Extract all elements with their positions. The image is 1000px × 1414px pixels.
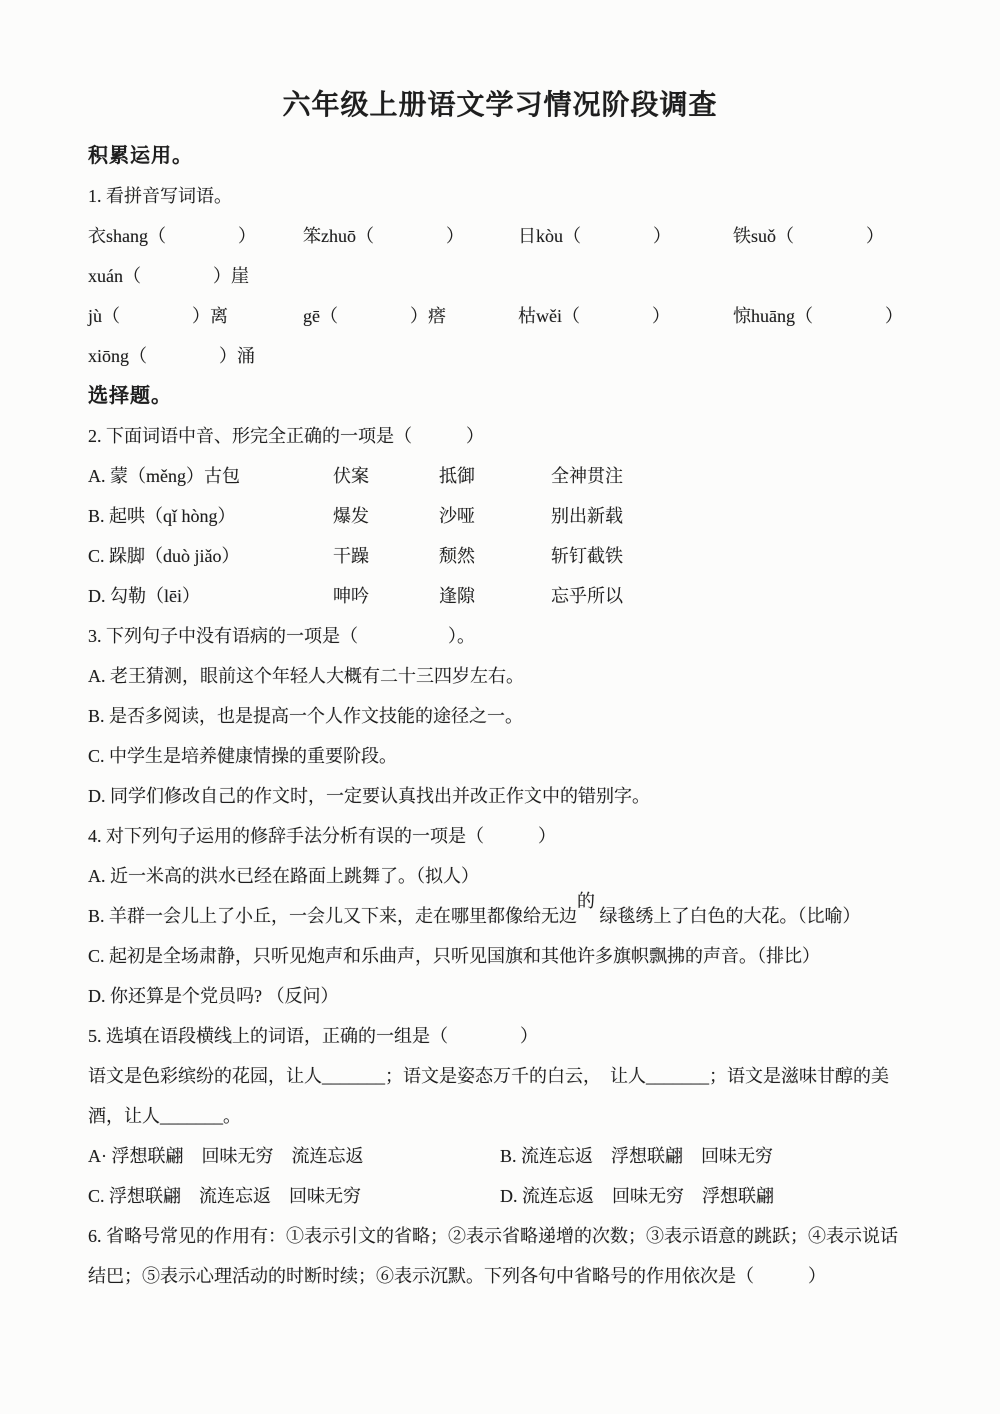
question-4-option-d: D. 你还算是个党员吗? （反问）	[88, 986, 339, 1006]
pinyin-item: 铁suǒ（ ）	[733, 226, 885, 246]
question-5-stem: 5. 选填在语段横线上的词语，正确的一组是（ ）	[88, 1026, 538, 1046]
pinyin-item: 衣shang（ ）	[88, 226, 256, 246]
option-word: 逢隙	[439, 586, 475, 606]
option-word: 全神贯注	[551, 466, 623, 486]
option-label-words: B. 起哄（qǐ hòng）	[88, 506, 236, 526]
option-word: 干躁	[333, 546, 369, 566]
pinyin-row-3	[88, 296, 912, 336]
raised-de-character: 的	[577, 890, 596, 911]
option-word: 呻吟	[333, 586, 369, 606]
question-4-stem: 4. 对下列句子运用的修辞手法分析有误的一项是（ ）	[88, 826, 556, 846]
option-word: 颓然	[439, 546, 475, 566]
option-label-words: D. 勾勒（lēi）	[88, 586, 200, 606]
option-word: 忘乎所以	[551, 586, 623, 606]
question-5-options-row-2	[88, 1176, 912, 1216]
question-3-option-c: C. 中学生是培养健康情操的重要阶段。	[88, 746, 398, 766]
pinyin-item: 笨zhuō（ ）	[303, 226, 464, 246]
question-2-stem: 2. 下面词语中音、形完全正确的一项是（ ）	[88, 426, 484, 446]
question-2-option-a	[88, 456, 912, 496]
question-3-stem: 3. 下列句子中没有语病的一项是（ ）。	[88, 626, 475, 646]
pinyin-item: gē（ ）瘩	[303, 306, 446, 326]
question-2-option-b	[88, 496, 912, 536]
page-title: 六年级上册语文学习情况阶段调查	[282, 90, 718, 121]
question-3-option-b: B. 是否多阅读，也是提高一个人作文技能的途径之一。	[88, 706, 524, 726]
question-2-option-c	[88, 536, 912, 576]
question-4-option-a: A. 近一米高的洪水已经在路面上跳舞了。（拟人）	[88, 866, 479, 886]
section-heading-choice: 选择题。	[88, 385, 172, 407]
question-3-option-a: A. 老王猜测，眼前这个年轻人大概有二十三四岁左右。	[88, 666, 524, 686]
pinyin-row-4	[88, 336, 912, 376]
question-2-option-d	[88, 576, 912, 616]
pinyin-row-1	[88, 216, 912, 256]
pinyin-item: 日kòu（ ）	[518, 226, 671, 246]
pinyin-item: 惊huāng（ ）	[733, 306, 903, 326]
option-word: 别出新载	[551, 506, 623, 526]
pinyin-item: 枯wěi（ ）	[518, 306, 670, 326]
question-4-option-b	[88, 890, 912, 936]
option-label-words: C. 跺脚（duò jiǎo）	[88, 546, 240, 566]
pinyin-item: xuán（ ）崖	[88, 266, 249, 286]
question-5-options-row-1	[88, 1136, 912, 1176]
section-heading-accumulate: 积累运用。	[88, 145, 193, 167]
pinyin-item: jù（ ）离	[88, 306, 229, 326]
question-5-passage: 语文是色彩缤纷的花园，让人_______；语文是姿态万千的白云， 让人_______；语文是滋味甘醇的美酒，让人_______。	[88, 1066, 889, 1126]
option-word: 沙哑	[439, 506, 475, 526]
option-word: 抵御	[439, 466, 475, 486]
pinyin-item: xiōng（ ）涌	[88, 346, 256, 366]
question-1-stem: 1. 看拼音写词语。	[88, 186, 232, 206]
question-5-option-a: A· 浮想联翩 回味无穷 流连忘返	[88, 1146, 364, 1166]
question-5-option-d: D. 流连忘返 回味无穷 浮想联翩	[500, 1186, 774, 1206]
question-3-option-d: D. 同学们修改自己的作文时，一定要认真找出并改正作文中的错别字。	[88, 786, 650, 806]
option-b-text-continued: 绿毯绣上了白色的大花。（比喻）	[595, 906, 861, 926]
option-word: 伏案	[333, 466, 369, 486]
question-5-option-c: C. 浮想联翩 流连忘返 回味无穷	[88, 1186, 362, 1206]
option-word: 爆发	[333, 506, 369, 526]
option-word: 斩钉截铁	[551, 546, 623, 566]
option-label-words: A. 蒙（měng）古包	[88, 466, 240, 486]
option-b-text: B. 羊群一会儿上了小丘，一会儿又下来，走在哪里都像给无边	[88, 906, 578, 926]
question-6-stem: 6. 省略号常见的作用有：①表示引文的省略；②表示省略递增的次数；③表示语意的跳跃；④表示说话结巴；⑤表示心理活动的时断时续；⑥表示沉默。下列各句中省略号的作用依次是（ ）	[88, 1226, 898, 1286]
question-5-option-b: B. 流连忘返 浮想联翩 回味无穷	[500, 1146, 774, 1166]
pinyin-row-2	[88, 256, 912, 296]
question-4-option-c: C. 起初是全场肃静，只听见炮声和乐曲声，只听见国旗和其他许多旗帜飘拂的声音。（排比）	[88, 946, 821, 966]
